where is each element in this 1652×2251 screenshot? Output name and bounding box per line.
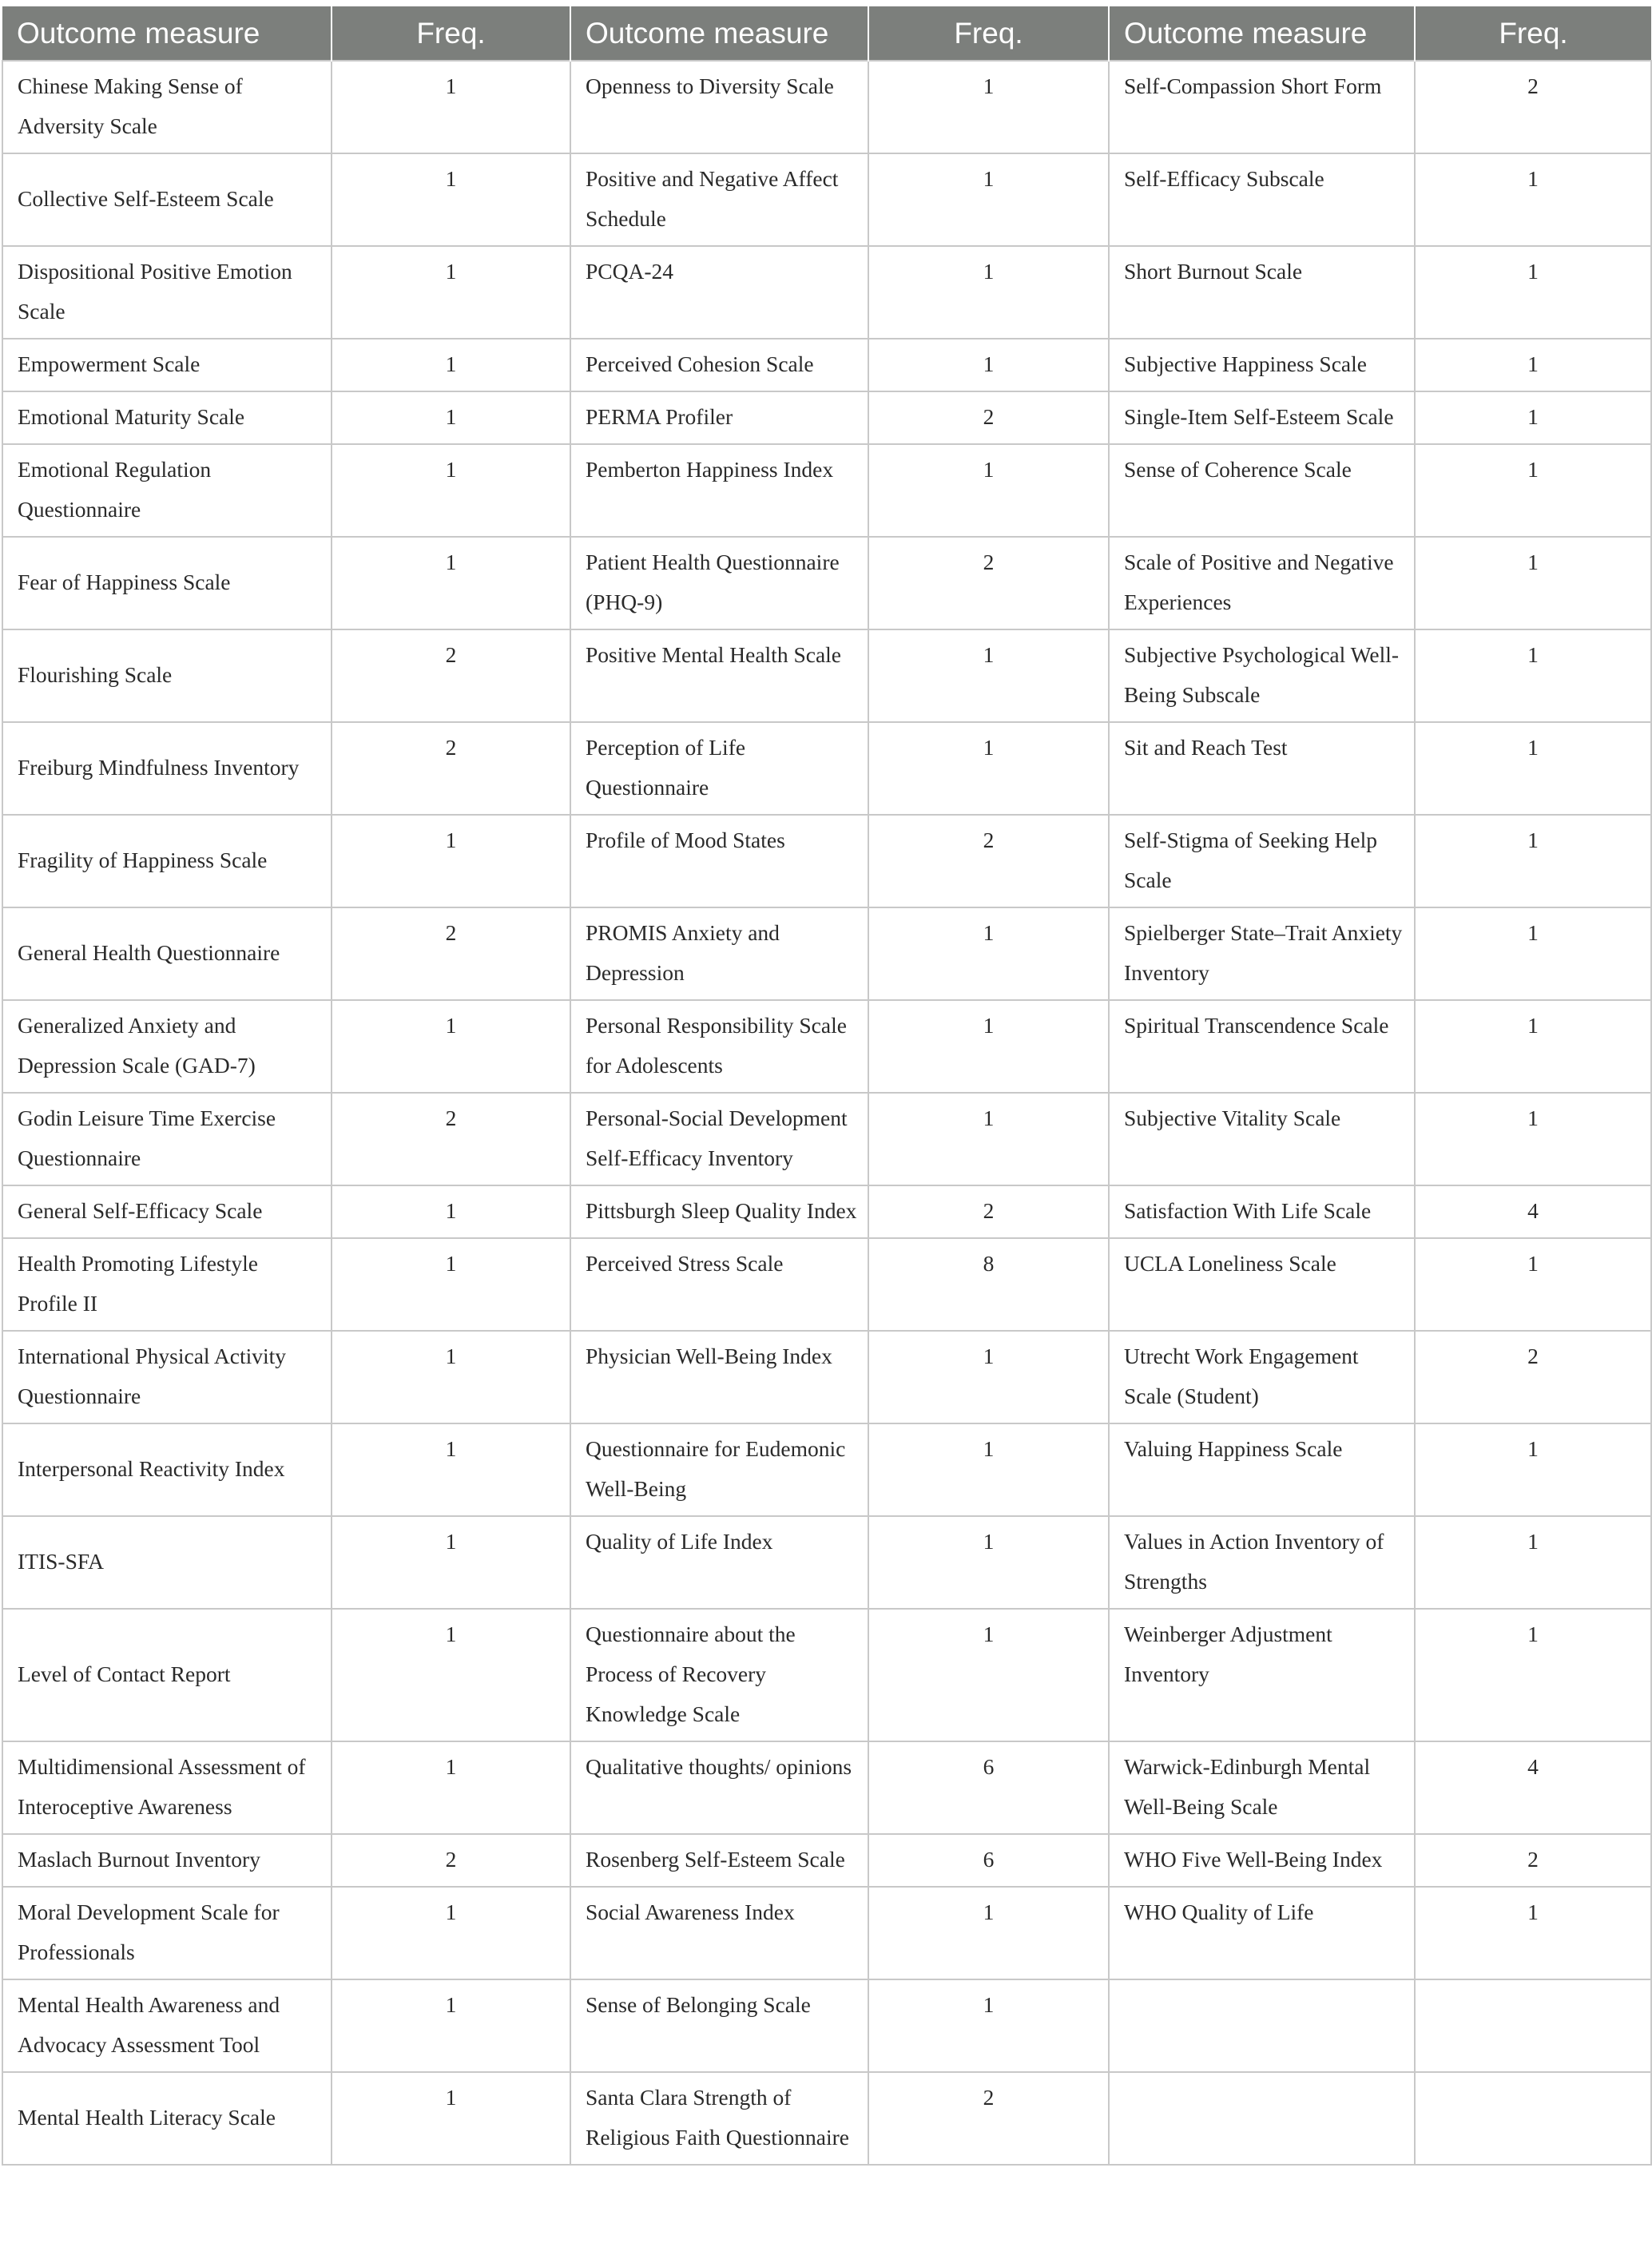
outcome-measure-cell: Patient Health Questionnaire (PHQ-9) bbox=[570, 537, 868, 629]
outcome-measure-cell: Single-Item Self-Esteem Scale bbox=[1109, 391, 1415, 444]
outcome-measure-cell: Qualitative thoughts/ opinions bbox=[570, 1741, 868, 1834]
frequency-cell: 1 bbox=[332, 153, 570, 246]
frequency-cell: 2 bbox=[868, 2072, 1109, 2165]
outcome-measure-cell: Maslach Burnout Inventory bbox=[2, 1834, 332, 1887]
outcome-measure-cell: Profile of Mood States bbox=[570, 815, 868, 907]
frequency-cell: 1 bbox=[868, 1609, 1109, 1741]
frequency-cell: 2 bbox=[868, 815, 1109, 907]
frequency-cell bbox=[1415, 1979, 1651, 2072]
outcome-measure-cell: Sense of Belonging Scale bbox=[570, 1979, 868, 2072]
outcome-measure-cell: Scale of Positive and Negative Experiences bbox=[1109, 537, 1415, 629]
table-row bbox=[2, 1516, 1651, 1609]
frequency-cell: 1 bbox=[1415, 1238, 1651, 1331]
table-row bbox=[2, 629, 1651, 722]
frequency-cell: 1 bbox=[332, 1979, 570, 2072]
table-row bbox=[2, 153, 1651, 246]
table-row bbox=[2, 61, 1651, 153]
frequency-cell: 1 bbox=[868, 1979, 1109, 2072]
outcome-measure-cell: Positive and Negative Affect Schedule bbox=[570, 153, 868, 246]
frequency-cell: 1 bbox=[1415, 1516, 1651, 1609]
outcome-measure-cell: Moral Development Scale for Professionals bbox=[2, 1887, 332, 1979]
frequency-cell: 6 bbox=[868, 1741, 1109, 1834]
column-header-outcome-measure: Outcome measure bbox=[1109, 6, 1415, 61]
frequency-cell: 1 bbox=[332, 1423, 570, 1516]
frequency-cell: 2 bbox=[1415, 1331, 1651, 1423]
frequency-cell: 1 bbox=[868, 444, 1109, 537]
frequency-cell: 2 bbox=[1415, 1834, 1651, 1887]
frequency-cell: 1 bbox=[332, 815, 570, 907]
outcome-measure-cell: General Health Questionnaire bbox=[2, 907, 332, 1000]
frequency-cell: 2 bbox=[868, 391, 1109, 444]
frequency-cell: 2 bbox=[332, 907, 570, 1000]
outcome-measure-cell: International Physical Activity Questionnaire bbox=[2, 1331, 332, 1423]
table-row bbox=[2, 2072, 1651, 2165]
frequency-cell: 1 bbox=[1415, 1093, 1651, 1185]
column-header-outcome-measure: Outcome measure bbox=[570, 6, 868, 61]
frequency-cell: 1 bbox=[1415, 153, 1651, 246]
frequency-cell: 1 bbox=[332, 1000, 570, 1093]
outcome-measure-cell: Emotional Regulation Questionnaire bbox=[2, 444, 332, 537]
frequency-cell: 1 bbox=[1415, 1887, 1651, 1979]
frequency-cell: 1 bbox=[868, 153, 1109, 246]
table-row bbox=[2, 391, 1651, 444]
table-row bbox=[2, 1331, 1651, 1423]
outcome-measure-cell: Fear of Happiness Scale bbox=[2, 537, 332, 629]
outcome-measures-table bbox=[2, 6, 1652, 2166]
outcome-measure-cell: Positive Mental Health Scale bbox=[570, 629, 868, 722]
frequency-cell: 1 bbox=[868, 907, 1109, 1000]
frequency-cell: 2 bbox=[1415, 61, 1651, 153]
frequency-cell: 1 bbox=[332, 1887, 570, 1979]
frequency-cell: 1 bbox=[1415, 815, 1651, 907]
frequency-cell: 1 bbox=[332, 537, 570, 629]
frequency-cell: 2 bbox=[332, 629, 570, 722]
frequency-cell: 1 bbox=[1415, 444, 1651, 537]
table-row bbox=[2, 815, 1651, 907]
frequency-cell: 8 bbox=[868, 1238, 1109, 1331]
frequency-cell: 1 bbox=[332, 444, 570, 537]
column-header-frequency: Freq. bbox=[1415, 6, 1651, 61]
outcome-measure-cell: ITIS-SFA bbox=[2, 1516, 332, 1609]
outcome-measure-cell: Fragility of Happiness Scale bbox=[2, 815, 332, 907]
table-row bbox=[2, 1609, 1651, 1741]
outcome-measure-cell: Weinberger Adjustment Inventory bbox=[1109, 1609, 1415, 1741]
outcome-measure-cell: General Self-Efficacy Scale bbox=[2, 1185, 332, 1238]
frequency-cell: 1 bbox=[332, 1331, 570, 1423]
outcome-measure-cell: Personal Responsibility Scale for Adolescents bbox=[570, 1000, 868, 1093]
outcome-measure-cell: Values in Action Inventory of Strengths bbox=[1109, 1516, 1415, 1609]
header-row bbox=[2, 6, 1651, 61]
column-header-frequency: Freq. bbox=[332, 6, 570, 61]
outcome-measure-cell: Perceived Cohesion Scale bbox=[570, 339, 868, 391]
outcome-measure-cell: Self-Efficacy Subscale bbox=[1109, 153, 1415, 246]
outcome-measure-cell: Personal-Social Development Self-Efficacy Inventory bbox=[570, 1093, 868, 1185]
table-row bbox=[2, 1741, 1651, 1834]
frequency-cell: 1 bbox=[332, 61, 570, 153]
outcome-measure-cell: Collective Self-Esteem Scale bbox=[2, 153, 332, 246]
outcome-measure-cell: Warwick-Edinburgh Mental Well-Being Scale bbox=[1109, 1741, 1415, 1834]
outcome-measure-cell: Self-Compassion Short Form bbox=[1109, 61, 1415, 153]
outcome-measure-cell: Freiburg Mindfulness Inventory bbox=[2, 722, 332, 815]
outcome-measure-cell: Utrecht Work Engagement Scale (Student) bbox=[1109, 1331, 1415, 1423]
frequency-cell: 1 bbox=[868, 1516, 1109, 1609]
table-row bbox=[2, 1887, 1651, 1979]
outcome-measure-cell: Physician Well-Being Index bbox=[570, 1331, 868, 1423]
table-row bbox=[2, 537, 1651, 629]
frequency-cell: 1 bbox=[332, 2072, 570, 2165]
frequency-cell: 2 bbox=[332, 722, 570, 815]
frequency-cell: 1 bbox=[1415, 1423, 1651, 1516]
frequency-cell: 1 bbox=[332, 391, 570, 444]
frequency-cell: 1 bbox=[868, 61, 1109, 153]
frequency-cell: 1 bbox=[1415, 629, 1651, 722]
outcome-measure-cell: Mental Health Literacy Scale bbox=[2, 2072, 332, 2165]
table-row bbox=[2, 1093, 1651, 1185]
frequency-cell: 1 bbox=[868, 1093, 1109, 1185]
outcome-measure-cell: Questionnaire for Eudemonic Well-Being bbox=[570, 1423, 868, 1516]
outcome-measure-cell: Social Awareness Index bbox=[570, 1887, 868, 1979]
frequency-cell: 1 bbox=[868, 1423, 1109, 1516]
column-header-outcome-measure: Outcome measure bbox=[2, 6, 332, 61]
outcome-measure-cell: Quality of Life Index bbox=[570, 1516, 868, 1609]
frequency-cell: 1 bbox=[868, 1887, 1109, 1979]
outcome-measure-cell: Openness to Diversity Scale bbox=[570, 61, 868, 153]
frequency-cell: 4 bbox=[1415, 1185, 1651, 1238]
outcome-measure-cell: Interpersonal Reactivity Index bbox=[2, 1423, 332, 1516]
outcome-measure-cell: Flourishing Scale bbox=[2, 629, 332, 722]
frequency-cell: 1 bbox=[868, 1331, 1109, 1423]
column-header-frequency: Freq. bbox=[868, 6, 1109, 61]
outcome-measure-cell bbox=[1109, 2072, 1415, 2165]
outcome-measure-cell: Empowerment Scale bbox=[2, 339, 332, 391]
outcome-measure-cell: Mental Health Awareness and Advocacy Assessment Tool bbox=[2, 1979, 332, 2072]
table-row bbox=[2, 1185, 1651, 1238]
table-header bbox=[2, 6, 1651, 61]
frequency-cell: 1 bbox=[868, 1000, 1109, 1093]
table-row bbox=[2, 1238, 1651, 1331]
outcome-measure-cell: Pemberton Happiness Index bbox=[570, 444, 868, 537]
frequency-cell: 1 bbox=[868, 246, 1109, 339]
frequency-cell: 1 bbox=[868, 339, 1109, 391]
outcome-measure-cell: Pittsburgh Sleep Quality Index bbox=[570, 1185, 868, 1238]
table-row bbox=[2, 1423, 1651, 1516]
frequency-cell: 1 bbox=[332, 339, 570, 391]
outcome-measure-cell bbox=[1109, 1979, 1415, 2072]
table-row bbox=[2, 1000, 1651, 1093]
table-row bbox=[2, 907, 1651, 1000]
table-row bbox=[2, 722, 1651, 815]
outcome-measure-cell: Sense of Coherence Scale bbox=[1109, 444, 1415, 537]
outcome-measure-cell: Rosenberg Self-Esteem Scale bbox=[570, 1834, 868, 1887]
frequency-cell: 1 bbox=[1415, 537, 1651, 629]
table-row bbox=[2, 339, 1651, 391]
outcome-measure-cell: UCLA Loneliness Scale bbox=[1109, 1238, 1415, 1331]
frequency-cell: 1 bbox=[1415, 1000, 1651, 1093]
frequency-cell bbox=[1415, 2072, 1651, 2165]
outcome-measure-cell: Santa Clara Strength of Religious Faith Questionnaire bbox=[570, 2072, 868, 2165]
frequency-cell: 4 bbox=[1415, 1741, 1651, 1834]
outcome-measure-cell: Chinese Making Sense of Adversity Scale bbox=[2, 61, 332, 153]
outcome-measure-cell: Satisfaction With Life Scale bbox=[1109, 1185, 1415, 1238]
outcome-measure-cell: Perception of Life Questionnaire bbox=[570, 722, 868, 815]
outcome-measure-cell: Subjective Psychological Well-Being Subscale bbox=[1109, 629, 1415, 722]
table-row bbox=[2, 444, 1651, 537]
outcome-measure-cell: Subjective Happiness Scale bbox=[1109, 339, 1415, 391]
outcome-measure-cell: PROMIS Anxiety and Depression bbox=[570, 907, 868, 1000]
outcome-measure-cell: Valuing Happiness Scale bbox=[1109, 1423, 1415, 1516]
outcome-measure-cell: Multidimensional Assessment of Interoceptive Awareness bbox=[2, 1741, 332, 1834]
outcome-measure-cell: Sit and Reach Test bbox=[1109, 722, 1415, 815]
outcome-measure-cell: Health Promoting Lifestyle Profile II bbox=[2, 1238, 332, 1331]
outcome-measure-cell: Subjective Vitality Scale bbox=[1109, 1093, 1415, 1185]
outcome-measure-cell: WHO Five Well-Being Index bbox=[1109, 1834, 1415, 1887]
outcome-measure-cell: Emotional Maturity Scale bbox=[2, 391, 332, 444]
frequency-cell: 1 bbox=[332, 1609, 570, 1741]
frequency-cell: 1 bbox=[868, 629, 1109, 722]
outcome-measure-cell: Dispositional Positive Emotion Scale bbox=[2, 246, 332, 339]
outcome-measure-cell: Generalized Anxiety and Depression Scale (GAD-7) bbox=[2, 1000, 332, 1093]
frequency-cell: 1 bbox=[332, 1516, 570, 1609]
frequency-cell: 2 bbox=[868, 1185, 1109, 1238]
frequency-cell: 1 bbox=[1415, 339, 1651, 391]
outcome-measure-cell: Spielberger State–Trait Anxiety Inventory bbox=[1109, 907, 1415, 1000]
table-row bbox=[2, 1834, 1651, 1887]
outcome-measure-cell: Self-Stigma of Seeking Help Scale bbox=[1109, 815, 1415, 907]
frequency-cell: 1 bbox=[1415, 1609, 1651, 1741]
outcome-measure-cell: Perceived Stress Scale bbox=[570, 1238, 868, 1331]
frequency-cell: 1 bbox=[332, 246, 570, 339]
frequency-cell: 2 bbox=[332, 1834, 570, 1887]
frequency-cell: 2 bbox=[868, 537, 1109, 629]
table-row bbox=[2, 246, 1651, 339]
frequency-cell: 1 bbox=[1415, 722, 1651, 815]
outcome-measure-cell: WHO Quality of Life bbox=[1109, 1887, 1415, 1979]
frequency-cell: 1 bbox=[868, 722, 1109, 815]
frequency-cell: 1 bbox=[332, 1238, 570, 1331]
frequency-cell: 1 bbox=[332, 1185, 570, 1238]
frequency-cell: 1 bbox=[1415, 391, 1651, 444]
frequency-cell: 2 bbox=[332, 1093, 570, 1185]
outcome-measure-cell: Godin Leisure Time Exercise Questionnaire bbox=[2, 1093, 332, 1185]
frequency-cell: 1 bbox=[1415, 907, 1651, 1000]
outcome-measure-cell: Questionnaire about the Process of Recovery Knowledge Scale bbox=[570, 1609, 868, 1741]
frequency-cell: 1 bbox=[332, 1741, 570, 1834]
outcome-measure-cell: Short Burnout Scale bbox=[1109, 246, 1415, 339]
frequency-cell: 6 bbox=[868, 1834, 1109, 1887]
outcome-measure-cell: PCQA-24 bbox=[570, 246, 868, 339]
outcome-measure-cell: PERMA Profiler bbox=[570, 391, 868, 444]
table-body bbox=[2, 61, 1651, 2165]
table-row bbox=[2, 1979, 1651, 2072]
outcome-measure-cell: Level of Contact Report bbox=[2, 1609, 332, 1741]
frequency-cell: 1 bbox=[1415, 246, 1651, 339]
outcome-measure-cell: Spiritual Transcendence Scale bbox=[1109, 1000, 1415, 1093]
